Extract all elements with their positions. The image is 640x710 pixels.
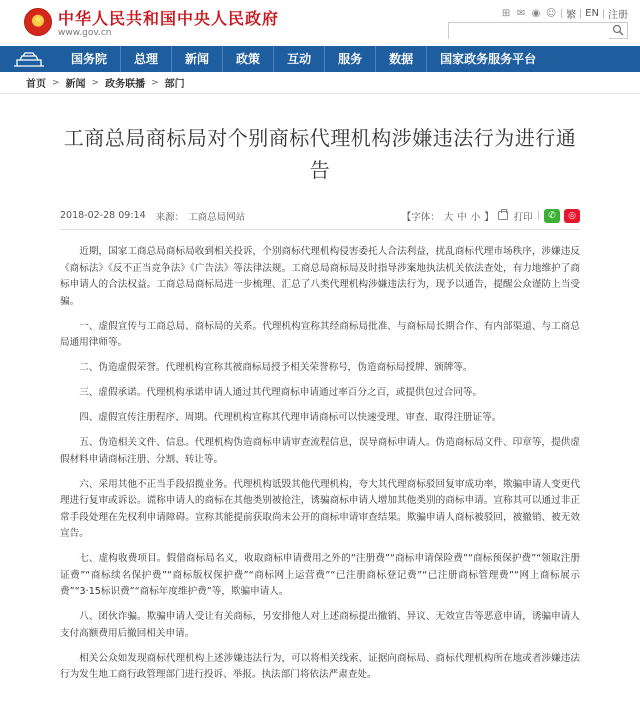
breadcrumb-departments[interactable]: 部门: [164, 79, 185, 90]
article-title: 工商总局商标局对个别商标代理机构涉嫌违法行为进行通告: [63, 126, 577, 182]
paragraph: 相关公众如发现商标代理机构上述涉嫌违法行为，可以将相关线索、证据向商标局、商标代理机构所在地或者涉嫌违法行为发生地工商行政管理部门进行投诉、举报。执法部门将依法严肃查处。: [60, 652, 580, 680]
main-nav: [0, 46, 640, 72]
nav-gov-service-platform[interactable]: 国家政务服务平台: [440, 52, 537, 66]
search-input[interactable]: [449, 28, 609, 43]
site-url: www.gov.cn: [58, 28, 112, 38]
paragraph: 五、伪造相关文件、信息。代理机构伪造商标申请审查流程信息，误导商标申请人。伪造商标局文件、印章等，提供虚假材料申请商标注册、分割、转让等。: [60, 437, 580, 465]
paragraph: 七、虚构收费项目。假借商标局名义，收取商标申请费用之外的“注册费”“商标申请保险费”“商标预保护费”“领取注册证费”“商标续名保护费”“商标版权保护费”“商标网上运营费”“已注册商标登记费”“已注册商标管理费”“网上商标展示费”“3·15标识费”“商标年度维护费”等，欺骗申请人。: [60, 553, 580, 597]
paragraph: 近期，国家工商总局商标局收到相关投诉，个别商标代理机构侵害委托人合法利益，扰乱商标代理市场秩序，涉嫌违反《商标法》《反不正当竞争法》《广告法》等法律法规。工商总局商标局及时指导涉案地执法机关依法查处，有力地维护了商标申请人的合法权益。工商总局商标局进一步梳理、汇总了八类代理机构涉嫌违法行为，现予以通告，提醒公众谨防上当受骗。: [60, 246, 580, 307]
publish-date: 2018-02-28 09:14: [60, 210, 146, 221]
font-size-small[interactable]: 小: [470, 211, 481, 223]
weibo-icon[interactable]: ◎: [564, 209, 580, 223]
print-button[interactable]: 打印: [513, 211, 533, 223]
paragraph: 八、团伙诈骗。欺骗申请人受让有关商标，另安排他人对上述商标提出撤销、异议、无效宣告等恶意申请，诱骗申请人支付高额费用后撤回相关申请。: [60, 611, 580, 639]
article-body: [60, 244, 580, 684]
wechat-link-icon[interactable]: ☺: [545, 7, 557, 19]
nav-premier[interactable]: 总理: [121, 46, 172, 72]
breadcrumb-home[interactable]: 首页: [26, 79, 46, 90]
search-icon[interactable]: [612, 24, 624, 36]
paragraph: 一、虚假宣传与工商总局、商标局的关系。代理机构宣称其经商标局批准、与商标局长期合作、有内部渠道、与工商总局通用律师等。: [60, 320, 580, 348]
font-size-label: 【字体：: [401, 211, 440, 223]
wechat-icon[interactable]: ✆: [544, 209, 560, 223]
national-emblem-icon[interactable]: [24, 8, 52, 36]
divider: |: [560, 8, 564, 19]
print-icon[interactable]: [498, 211, 508, 220]
paragraph: 三、虚假承诺。代理机构承诺申请人通过其代理商标申请通过率百分之百，或提供包过合同等。: [79, 387, 483, 398]
article-tools: [402, 209, 580, 223]
breadcrumb: [0, 72, 640, 94]
nav-policy[interactable]: 政策: [223, 46, 274, 72]
nav-data[interactable]: 数据: [376, 46, 427, 72]
top-links: [500, 6, 628, 21]
chevron-right-icon: >: [52, 77, 60, 88]
source-name[interactable]: 工商总局网站: [188, 211, 246, 223]
nav-service[interactable]: 服务: [325, 46, 376, 72]
tiananmen-icon: [12, 50, 46, 68]
mail-icon[interactable]: ✉: [516, 7, 526, 19]
chevron-right-icon: >: [91, 77, 100, 88]
paragraph: 六、采用其他不正当手段招揽业务。代理机构诋毁其他代理机构，夸大其代理商标驳回复审成功率，欺骗申请人变更代理进行复审或诉讼。谎称申请人的商标在其他类别被抢注，诱骗商标申请人增加其他类别的商标申请。宣称其可以通过非正常手段处理在先权利申请障碍。宣称其能提前获取尚未公开的商标申请审查结果。欺骗申请人商标被驳回，被撤销、被无效宣告。: [60, 478, 580, 539]
nav-state-council[interactable]: 国务院: [58, 46, 121, 72]
breadcrumb-gov-broadcast[interactable]: 政务联播: [105, 79, 146, 90]
divider: |: [601, 8, 605, 19]
register-link[interactable]: 注册: [608, 10, 628, 21]
paragraph: 二、伪造虚假荣誉。代理机构宣称其被商标局授予相关荣誉称号，伪造商标局授牌、颁牌等。: [79, 362, 473, 373]
site-title[interactable]: 中华人民共和国中央人民政府: [58, 9, 280, 28]
font-size-medium[interactable]: 中: [457, 211, 467, 223]
article-meta: [60, 206, 580, 230]
nav-news[interactable]: 新闻: [172, 46, 223, 72]
font-size-large[interactable]: 大: [443, 211, 454, 223]
weibo-link-icon[interactable]: ◉: [531, 7, 541, 19]
divider: |: [536, 210, 540, 221]
nav-home-icon[interactable]: [0, 46, 58, 72]
rss-icon[interactable]: ⊞: [501, 7, 511, 19]
article: [0, 122, 640, 684]
chevron-right-icon: >: [151, 77, 159, 88]
english-link[interactable]: EN: [585, 8, 599, 19]
nav-interaction[interactable]: 互动: [274, 46, 325, 72]
font-size-label-end: 】: [484, 211, 494, 223]
paragraph: 四、虚假宣传注册程序、周期。代理机构宣称其代理申请商标可以快速受理、审查、取得注册证等。: [79, 412, 502, 423]
site-header: [0, 0, 640, 46]
breadcrumb-news[interactable]: 新闻: [65, 79, 86, 90]
traditional-chinese-link[interactable]: 繁: [566, 10, 577, 21]
divider: |: [579, 8, 583, 19]
search-box: [448, 22, 628, 39]
source-label: 来源：: [155, 211, 185, 223]
